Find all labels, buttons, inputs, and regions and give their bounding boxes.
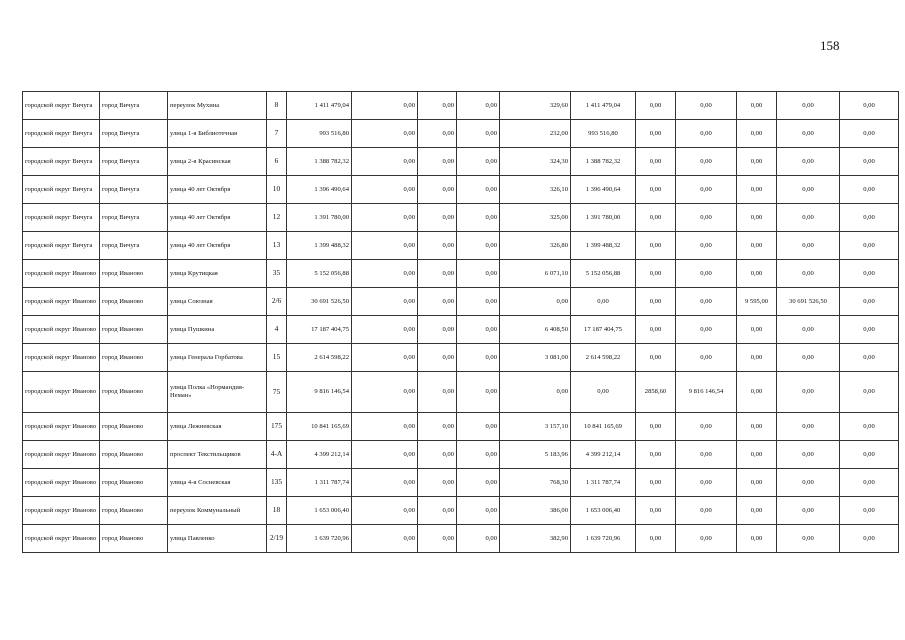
value-cell-5: 324,30 bbox=[500, 148, 571, 176]
value-cell-10: 0,00 bbox=[777, 372, 840, 413]
house-number-cell: 2/19 bbox=[267, 525, 287, 553]
value-cell-9: 0,00 bbox=[737, 413, 777, 441]
value-cell-3: 0,00 bbox=[418, 176, 457, 204]
street-cell: улица Павленко bbox=[168, 525, 267, 553]
value-cell-2: 0,00 bbox=[352, 469, 418, 497]
value-cell-3: 0,00 bbox=[418, 260, 457, 288]
value-cell-7: 0,00 bbox=[636, 344, 676, 372]
value-cell-9: 0,00 bbox=[737, 120, 777, 148]
value-cell-3: 0,00 bbox=[418, 204, 457, 232]
value-cell-4: 0,00 bbox=[457, 441, 500, 469]
value-cell-7: 0,00 bbox=[636, 288, 676, 316]
value-cell-11: 0,00 bbox=[840, 92, 899, 120]
value-cell-1: 1 391 780,00 bbox=[287, 204, 352, 232]
city-cell: город Вичуга bbox=[100, 232, 168, 260]
value-cell-8: 0,00 bbox=[676, 288, 737, 316]
table-row bbox=[23, 525, 899, 553]
value-cell-3: 0,00 bbox=[418, 497, 457, 525]
value-cell-7: 0,00 bbox=[636, 413, 676, 441]
value-cell-1: 1 311 787,74 bbox=[287, 469, 352, 497]
value-cell-11: 0,00 bbox=[840, 441, 899, 469]
value-cell-5: 3 081,00 bbox=[500, 344, 571, 372]
city-cell: город Иваново bbox=[100, 525, 168, 553]
value-cell-5: 386,00 bbox=[500, 497, 571, 525]
value-cell-1: 1 639 720,96 bbox=[287, 525, 352, 553]
city-cell: город Иваново bbox=[100, 288, 168, 316]
value-cell-2: 0,00 bbox=[352, 497, 418, 525]
value-cell-10: 0,00 bbox=[777, 525, 840, 553]
value-cell-1: 2 614 598,22 bbox=[287, 344, 352, 372]
city-cell: город Иваново bbox=[100, 497, 168, 525]
value-cell-2: 0,00 bbox=[352, 372, 418, 413]
okrug-cell: городской округ Иваново bbox=[23, 372, 100, 413]
street-cell: улица 4-я Сосневская bbox=[168, 469, 267, 497]
value-cell-6: 17 187 404,75 bbox=[571, 316, 636, 344]
street-cell: улица Союзная bbox=[168, 288, 267, 316]
value-cell-5: 232,00 bbox=[500, 120, 571, 148]
value-cell-10: 0,00 bbox=[777, 316, 840, 344]
value-cell-3: 0,00 bbox=[418, 316, 457, 344]
street-cell: улица 1-я Библиотечная bbox=[168, 120, 267, 148]
value-cell-6: 1 399 488,32 bbox=[571, 232, 636, 260]
house-number-cell: 35 bbox=[267, 260, 287, 288]
value-cell-5: 6 071,10 bbox=[500, 260, 571, 288]
value-cell-11: 0,00 bbox=[840, 497, 899, 525]
value-cell-1: 1 396 490,64 bbox=[287, 176, 352, 204]
value-cell-8: 0,00 bbox=[676, 469, 737, 497]
value-cell-11: 0,00 bbox=[840, 344, 899, 372]
value-cell-10: 0,00 bbox=[777, 441, 840, 469]
value-cell-6: 1 311 787,74 bbox=[571, 469, 636, 497]
table-row bbox=[23, 441, 899, 469]
value-cell-7: 0,00 bbox=[636, 441, 676, 469]
value-cell-7: 0,00 bbox=[636, 148, 676, 176]
value-cell-7: 0,00 bbox=[636, 497, 676, 525]
value-cell-2: 0,00 bbox=[352, 204, 418, 232]
value-cell-4: 0,00 bbox=[457, 176, 500, 204]
table-body bbox=[23, 92, 899, 553]
value-cell-7: 0,00 bbox=[636, 316, 676, 344]
value-cell-4: 0,00 bbox=[457, 232, 500, 260]
okrug-cell: городской округ Вичуга bbox=[23, 92, 100, 120]
value-cell-11: 0,00 bbox=[840, 469, 899, 497]
value-cell-3: 0,00 bbox=[418, 525, 457, 553]
value-cell-8: 0,00 bbox=[676, 316, 737, 344]
table-row bbox=[23, 204, 899, 232]
street-cell: переулок Коммунальный bbox=[168, 497, 267, 525]
okrug-cell: городской округ Иваново bbox=[23, 469, 100, 497]
value-cell-11: 0,00 bbox=[840, 120, 899, 148]
value-cell-1: 1 411 479,04 bbox=[287, 92, 352, 120]
value-cell-5: 325,00 bbox=[500, 204, 571, 232]
value-cell-4: 0,00 bbox=[457, 469, 500, 497]
value-cell-6: 10 841 165,69 bbox=[571, 413, 636, 441]
value-cell-3: 0,00 bbox=[418, 413, 457, 441]
street-cell: улица Крутицкая bbox=[168, 260, 267, 288]
value-cell-11: 0,00 bbox=[840, 148, 899, 176]
value-cell-4: 0,00 bbox=[457, 525, 500, 553]
okrug-cell: городской округ Вичуга bbox=[23, 120, 100, 148]
value-cell-10: 0,00 bbox=[777, 344, 840, 372]
value-cell-10: 30 691 526,50 bbox=[777, 288, 840, 316]
value-cell-11: 0,00 bbox=[840, 260, 899, 288]
street-cell: улица Полка «Нормандия-Неман» bbox=[168, 372, 267, 413]
value-cell-3: 0,00 bbox=[418, 92, 457, 120]
value-cell-2: 0,00 bbox=[352, 441, 418, 469]
value-cell-8: 0,00 bbox=[676, 344, 737, 372]
value-cell-10: 0,00 bbox=[777, 232, 840, 260]
house-number-cell: 175 bbox=[267, 413, 287, 441]
data-table bbox=[22, 91, 899, 553]
value-cell-7: 0,00 bbox=[636, 92, 676, 120]
value-cell-8: 0,00 bbox=[676, 525, 737, 553]
table-row bbox=[23, 469, 899, 497]
value-cell-6: 1 396 490,64 bbox=[571, 176, 636, 204]
table-row bbox=[23, 120, 899, 148]
value-cell-9: 0,00 bbox=[737, 344, 777, 372]
city-cell: город Вичуга bbox=[100, 176, 168, 204]
value-cell-9: 0,00 bbox=[737, 525, 777, 553]
house-number-cell: 4-А bbox=[267, 441, 287, 469]
city-cell: город Вичуга bbox=[100, 120, 168, 148]
value-cell-6: 1 653 006,40 bbox=[571, 497, 636, 525]
house-number-cell: 7 bbox=[267, 120, 287, 148]
value-cell-11: 0,00 bbox=[840, 372, 899, 413]
okrug-cell: городской округ Вичуга bbox=[23, 232, 100, 260]
value-cell-1: 993 516,80 bbox=[287, 120, 352, 148]
value-cell-7: 0,00 bbox=[636, 525, 676, 553]
value-cell-8: 0,00 bbox=[676, 413, 737, 441]
value-cell-9: 0,00 bbox=[737, 469, 777, 497]
value-cell-2: 0,00 bbox=[352, 344, 418, 372]
value-cell-10: 0,00 bbox=[777, 260, 840, 288]
value-cell-4: 0,00 bbox=[457, 344, 500, 372]
house-number-cell: 13 bbox=[267, 232, 287, 260]
value-cell-2: 0,00 bbox=[352, 232, 418, 260]
table-row bbox=[23, 176, 899, 204]
value-cell-7: 0,00 bbox=[636, 260, 676, 288]
city-cell: город Иваново bbox=[100, 469, 168, 497]
value-cell-7: 0,00 bbox=[636, 232, 676, 260]
value-cell-9: 0,00 bbox=[737, 148, 777, 176]
value-cell-6: 0,00 bbox=[571, 372, 636, 413]
value-cell-1: 30 691 526,50 bbox=[287, 288, 352, 316]
value-cell-9: 0,00 bbox=[737, 497, 777, 525]
street-cell: переулок Мухина bbox=[168, 92, 267, 120]
okrug-cell: городской округ Иваново bbox=[23, 525, 100, 553]
value-cell-8: 0,00 bbox=[676, 176, 737, 204]
house-number-cell: 10 bbox=[267, 176, 287, 204]
value-cell-4: 0,00 bbox=[457, 92, 500, 120]
value-cell-1: 1 653 006,40 bbox=[287, 497, 352, 525]
value-cell-5: 382,90 bbox=[500, 525, 571, 553]
okrug-cell: городской округ Иваново bbox=[23, 260, 100, 288]
value-cell-5: 5 183,96 bbox=[500, 441, 571, 469]
street-cell: улица 40 лет Октября bbox=[168, 204, 267, 232]
value-cell-7: 0,00 bbox=[636, 204, 676, 232]
okrug-cell: городской округ Иваново bbox=[23, 344, 100, 372]
city-cell: город Иваново bbox=[100, 372, 168, 413]
value-cell-2: 0,00 bbox=[352, 413, 418, 441]
value-cell-10: 0,00 bbox=[777, 497, 840, 525]
value-cell-8: 0,00 bbox=[676, 148, 737, 176]
value-cell-10: 0,00 bbox=[777, 92, 840, 120]
value-cell-10: 0,00 bbox=[777, 120, 840, 148]
value-cell-9: 0,00 bbox=[737, 204, 777, 232]
okrug-cell: городской округ Иваново bbox=[23, 413, 100, 441]
value-cell-4: 0,00 bbox=[457, 120, 500, 148]
street-cell: улица 40 лет Октября bbox=[168, 176, 267, 204]
table-row bbox=[23, 316, 899, 344]
value-cell-1: 9 816 146,54 bbox=[287, 372, 352, 413]
value-cell-4: 0,00 bbox=[457, 288, 500, 316]
house-number-cell: 18 bbox=[267, 497, 287, 525]
city-cell: город Иваново bbox=[100, 260, 168, 288]
value-cell-7: 0,00 bbox=[636, 469, 676, 497]
value-cell-2: 0,00 bbox=[352, 316, 418, 344]
value-cell-10: 0,00 bbox=[777, 413, 840, 441]
value-cell-6: 1 388 782,32 bbox=[571, 148, 636, 176]
value-cell-9: 0,00 bbox=[737, 441, 777, 469]
value-cell-3: 0,00 bbox=[418, 148, 457, 176]
value-cell-1: 4 399 212,14 bbox=[287, 441, 352, 469]
table-row bbox=[23, 148, 899, 176]
value-cell-6: 1 391 780,00 bbox=[571, 204, 636, 232]
city-cell: город Иваново bbox=[100, 413, 168, 441]
okrug-cell: городской округ Иваново bbox=[23, 441, 100, 469]
table-row bbox=[23, 413, 899, 441]
value-cell-8: 0,00 bbox=[676, 441, 737, 469]
value-cell-2: 0,00 bbox=[352, 260, 418, 288]
street-cell: улица Лежневская bbox=[168, 413, 267, 441]
value-cell-8: 9 816 146,54 bbox=[676, 372, 737, 413]
value-cell-2: 0,00 bbox=[352, 120, 418, 148]
value-cell-11: 0,00 bbox=[840, 232, 899, 260]
value-cell-9: 0,00 bbox=[737, 176, 777, 204]
value-cell-7: 2858,60 bbox=[636, 372, 676, 413]
value-cell-5: 0,00 bbox=[500, 372, 571, 413]
value-cell-5: 768,30 bbox=[500, 469, 571, 497]
street-cell: улица Генерала Горбатова bbox=[168, 344, 267, 372]
value-cell-1: 10 841 165,69 bbox=[287, 413, 352, 441]
okrug-cell: городской округ Иваново bbox=[23, 497, 100, 525]
value-cell-6: 0,00 bbox=[571, 288, 636, 316]
value-cell-4: 0,00 bbox=[457, 316, 500, 344]
value-cell-5: 326,80 bbox=[500, 232, 571, 260]
value-cell-10: 0,00 bbox=[777, 204, 840, 232]
table-row bbox=[23, 288, 899, 316]
value-cell-2: 0,00 bbox=[352, 525, 418, 553]
value-cell-11: 0,00 bbox=[840, 204, 899, 232]
city-cell: город Иваново bbox=[100, 344, 168, 372]
city-cell: город Вичуга bbox=[100, 148, 168, 176]
value-cell-3: 0,00 bbox=[418, 441, 457, 469]
house-number-cell: 4 bbox=[267, 316, 287, 344]
city-cell: город Вичуга bbox=[100, 204, 168, 232]
value-cell-3: 0,00 bbox=[418, 469, 457, 497]
okrug-cell: городской округ Вичуга bbox=[23, 204, 100, 232]
house-number-cell: 6 bbox=[267, 148, 287, 176]
value-cell-11: 0,00 bbox=[840, 288, 899, 316]
value-cell-10: 0,00 bbox=[777, 148, 840, 176]
value-cell-9: 0,00 bbox=[737, 232, 777, 260]
value-cell-4: 0,00 bbox=[457, 497, 500, 525]
value-cell-8: 0,00 bbox=[676, 260, 737, 288]
value-cell-3: 0,00 bbox=[418, 120, 457, 148]
table-row bbox=[23, 344, 899, 372]
house-number-cell: 135 bbox=[267, 469, 287, 497]
value-cell-11: 0,00 bbox=[840, 525, 899, 553]
table-row bbox=[23, 92, 899, 120]
page-number: 158 bbox=[820, 38, 840, 53]
value-cell-2: 0,00 bbox=[352, 176, 418, 204]
value-cell-8: 0,00 bbox=[676, 120, 737, 148]
table-row bbox=[23, 260, 899, 288]
value-cell-10: 0,00 bbox=[777, 176, 840, 204]
okrug-cell: городской округ Иваново bbox=[23, 288, 100, 316]
house-number-cell: 8 bbox=[267, 92, 287, 120]
value-cell-4: 0,00 bbox=[457, 204, 500, 232]
value-cell-5: 0,00 bbox=[500, 288, 571, 316]
value-cell-6: 4 399 212,14 bbox=[571, 441, 636, 469]
value-cell-4: 0,00 bbox=[457, 372, 500, 413]
value-cell-1: 1 399 488,32 bbox=[287, 232, 352, 260]
street-cell: улица 40 лет Октября bbox=[168, 232, 267, 260]
value-cell-4: 0,00 bbox=[457, 260, 500, 288]
value-cell-8: 0,00 bbox=[676, 204, 737, 232]
value-cell-2: 0,00 bbox=[352, 92, 418, 120]
street-cell: проспект Текстильщиков bbox=[168, 441, 267, 469]
okrug-cell: городской округ Вичуга bbox=[23, 148, 100, 176]
street-cell: улица Пушкина bbox=[168, 316, 267, 344]
okrug-cell: городской округ Вичуга bbox=[23, 176, 100, 204]
city-cell: город Иваново bbox=[100, 316, 168, 344]
table-row bbox=[23, 497, 899, 525]
value-cell-8: 0,00 bbox=[676, 232, 737, 260]
value-cell-2: 0,00 bbox=[352, 148, 418, 176]
house-number-cell: 75 bbox=[267, 372, 287, 413]
value-cell-3: 0,00 bbox=[418, 232, 457, 260]
value-cell-11: 0,00 bbox=[840, 176, 899, 204]
value-cell-10: 0,00 bbox=[777, 469, 840, 497]
street-cell: улица 2-я Красинская bbox=[168, 148, 267, 176]
value-cell-8: 0,00 bbox=[676, 497, 737, 525]
value-cell-5: 6 408,50 bbox=[500, 316, 571, 344]
house-number-cell: 12 bbox=[267, 204, 287, 232]
house-number-cell: 15 bbox=[267, 344, 287, 372]
value-cell-5: 326,10 bbox=[500, 176, 571, 204]
value-cell-4: 0,00 bbox=[457, 413, 500, 441]
value-cell-5: 3 157,10 bbox=[500, 413, 571, 441]
value-cell-6: 5 152 056,88 bbox=[571, 260, 636, 288]
value-cell-9: 9 595,00 bbox=[737, 288, 777, 316]
city-cell: город Иваново bbox=[100, 441, 168, 469]
value-cell-6: 2 614 598,22 bbox=[571, 344, 636, 372]
value-cell-11: 0,00 bbox=[840, 316, 899, 344]
table-row bbox=[23, 232, 899, 260]
value-cell-7: 0,00 bbox=[636, 120, 676, 148]
value-cell-6: 1 639 720,96 bbox=[571, 525, 636, 553]
value-cell-1: 5 152 056,88 bbox=[287, 260, 352, 288]
table-row bbox=[23, 372, 899, 413]
value-cell-11: 0,00 bbox=[840, 413, 899, 441]
city-cell: город Вичуга bbox=[100, 92, 168, 120]
value-cell-3: 0,00 bbox=[418, 344, 457, 372]
okrug-cell: городской округ Иваново bbox=[23, 316, 100, 344]
value-cell-9: 0,00 bbox=[737, 92, 777, 120]
value-cell-2: 0,00 bbox=[352, 288, 418, 316]
house-number-cell: 2/6 bbox=[267, 288, 287, 316]
value-cell-5: 329,60 bbox=[500, 92, 571, 120]
value-cell-8: 0,00 bbox=[676, 92, 737, 120]
value-cell-6: 993 516,80 bbox=[571, 120, 636, 148]
value-cell-3: 0,00 bbox=[418, 372, 457, 413]
value-cell-1: 1 388 782,32 bbox=[287, 148, 352, 176]
value-cell-9: 0,00 bbox=[737, 316, 777, 344]
value-cell-1: 17 187 404,75 bbox=[287, 316, 352, 344]
value-cell-9: 0,00 bbox=[737, 372, 777, 413]
value-cell-9: 0,00 bbox=[737, 260, 777, 288]
value-cell-7: 0,00 bbox=[636, 176, 676, 204]
value-cell-4: 0,00 bbox=[457, 148, 500, 176]
value-cell-3: 0,00 bbox=[418, 288, 457, 316]
value-cell-6: 1 411 479,04 bbox=[571, 92, 636, 120]
